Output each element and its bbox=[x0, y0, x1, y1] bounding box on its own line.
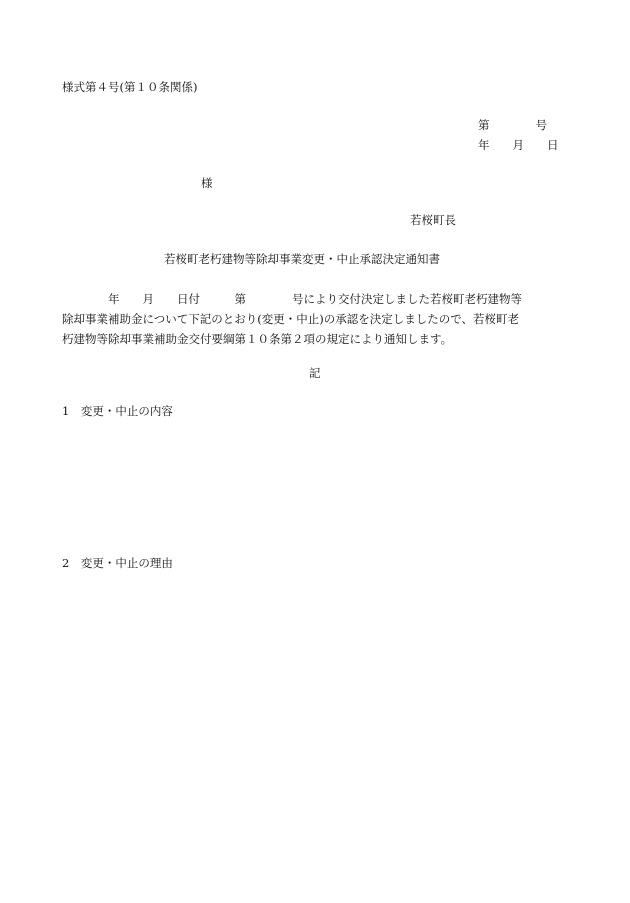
document-number-line: 第 号 bbox=[478, 118, 547, 132]
document-title: 若桜町老朽建物等除却事業変更・中止承認決定通知書 bbox=[164, 252, 440, 266]
addressee-honorific: 様 bbox=[201, 176, 213, 190]
ki-heading: 記 bbox=[309, 366, 321, 380]
body-line-2: 除却事業補助金について下記のとおり(変更・中止)の承認を決定しましたので、若桜町老 bbox=[62, 312, 520, 326]
form-number-label: 様式第４号(第１０条関係) bbox=[62, 80, 198, 94]
body-line-1: 年 月 日付 第 号により交付決定しました若桜町老朽建物等 bbox=[62, 292, 522, 306]
document-date-line: 年 月 日 bbox=[478, 138, 559, 152]
section-1-heading: 1 変更・中止の内容 bbox=[62, 404, 173, 418]
section-2-heading: 2 変更・中止の理由 bbox=[62, 556, 173, 570]
issuer-name: 若桜町長 bbox=[410, 213, 456, 227]
body-line-3: 朽建物等除却事業補助金交付要綱第１０条第２項の規定により通知します。 bbox=[62, 332, 453, 346]
